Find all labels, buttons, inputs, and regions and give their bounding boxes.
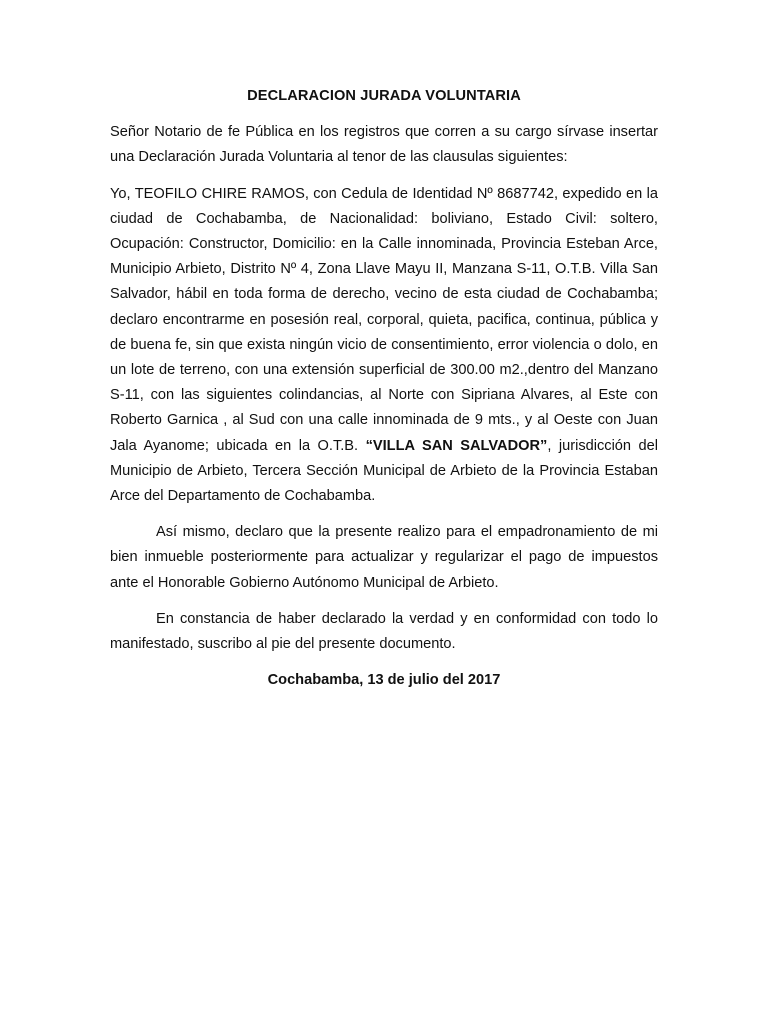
purpose-paragraph: Así mismo, declaro que la presente realizo para el empadronamiento de mi bien inmueble posteriormente para actualizar y regularizar el pago de impuestos ante el Honorable Gobierno Autónomo Municipal de Arbieto. (110, 524, 658, 591)
declaration-text-end: , jurisdicción del Municipio de Arbieto, Tercera Sección Municipal de Arbieto de la Provincia Estaban Arce del Departamento de Cochabamba. (110, 437, 658, 505)
document-content (110, 84, 658, 693)
closing-paragraph: En constancia de haber declarado la verdad y en conformidad con todo lo manifestado, suscribo al pie del presente documento. (110, 610, 658, 653)
date-line: Cochabamba, 13 de julio del 2017 (267, 672, 501, 689)
document-title: DECLARACION JURADA VOLUNTARIA (247, 88, 521, 104)
otb-name: “VILLA SAN SALVADOR” (365, 437, 548, 454)
declaration-paragraph (110, 182, 658, 510)
declaration-text-start: Yo, TEOFILO CHIRE RAMOS, con Cedula de Identidad Nº 8687742, expedido en la ciudad de Cochabamba, de Nacionalidad: boliviano, Estado Civil: soltero, Ocupación: Constructor, Domicilio: en la Calle innominada, Provincia Esteban Arce, Municipio Arbieto, Distrito Nº 4, Zona Llave Mayu II, Manzana S-11, O.T.B. Villa San Salvador, hábil en toda forma de derecho, vecino de esta ciudad de Cochabamba; declaro encontrarme en posesión real, corporal, quieta, pacifica, continua, pública y de buena fe, sin que exista ningún vicio de consentimiento, error violencia o dolo, en un lote de terreno, con una extensión superficial de 300.00 m2.,dentro del Manzano S-11, con las siguientes colindancias, al Norte con Sipriana Alvares, al Este con Roberto Garnica , al Sud con una calle innominada de 9 mts., y al Oeste con Juan Jala Ayanome; ubicada en la O.T.B. (110, 185, 658, 454)
intro-paragraph: Señor Notario de fe Pública en los registros que corren a su cargo sírvase insertar una Declaración Jurada Voluntaria al tenor de las clausulas siguientes: (110, 124, 658, 166)
